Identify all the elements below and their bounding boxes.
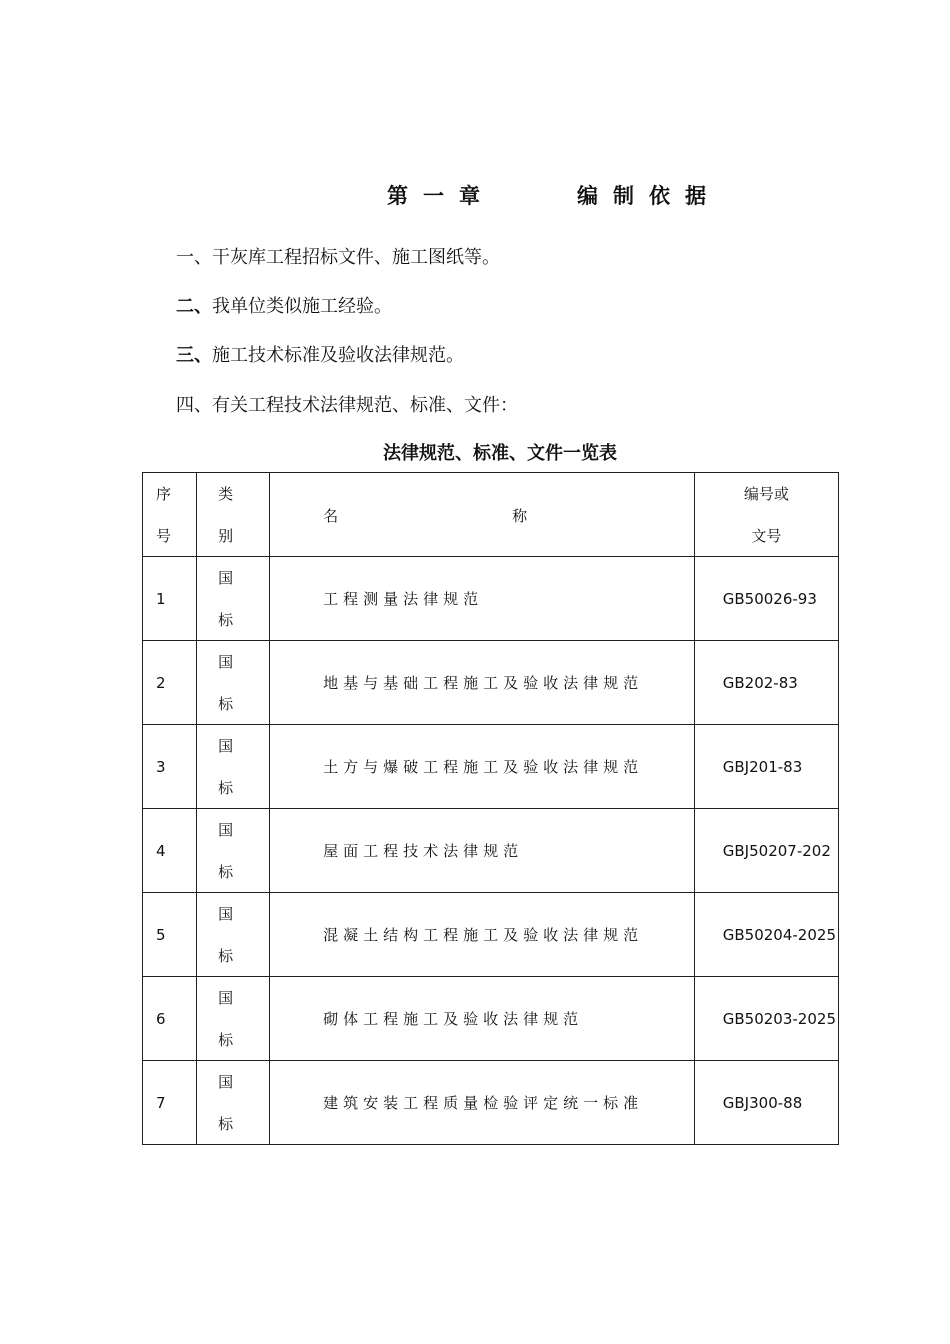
cell-code: GB50026-93 <box>694 557 838 641</box>
chapter-heading <box>0 180 950 212</box>
cell-code: GB50204-2025 <box>694 893 838 977</box>
cell-category <box>197 893 270 977</box>
header-name-part1: 名 <box>323 507 339 525</box>
header-name-part2: 称 <box>512 507 528 525</box>
table-header-row <box>143 473 839 557</box>
standards-table <box>142 472 839 1145</box>
cell-category <box>197 641 270 725</box>
cell-name: 地基与基础工程施工及验收法律规范 <box>270 641 695 725</box>
table-row <box>143 1061 839 1145</box>
table-row <box>143 893 839 977</box>
category-char: 标 <box>218 778 234 797</box>
category-char: 标 <box>218 1114 234 1133</box>
header-code <box>694 473 838 557</box>
category-stack <box>218 736 269 798</box>
header-name <box>270 473 695 557</box>
cell-category <box>197 725 270 809</box>
table-row <box>143 557 839 641</box>
paragraph-marker: 四、 <box>176 395 212 416</box>
cell-seq: 2 <box>143 641 197 725</box>
category-stack <box>218 988 269 1050</box>
table-title: 法律规范、标准、文件一览表 <box>383 443 617 464</box>
category-stack <box>218 652 269 714</box>
table-row <box>143 641 839 725</box>
cell-seq: 7 <box>143 1061 197 1145</box>
category-char: 国 <box>218 736 234 755</box>
cell-category <box>197 1061 270 1145</box>
paragraph-text: 有关工程技术法律规范、标准、文件： <box>212 395 518 416</box>
category-char: 国 <box>218 988 234 1007</box>
category-stack <box>218 820 269 882</box>
category-char: 标 <box>218 862 234 881</box>
table-row <box>143 725 839 809</box>
category-char: 国 <box>218 568 234 587</box>
chapter-number: 第一章 <box>387 184 495 208</box>
table-row <box>143 809 839 893</box>
cell-category <box>197 809 270 893</box>
category-char: 标 <box>218 1030 234 1049</box>
cell-name: 工程测量法律规范 <box>270 557 695 641</box>
cell-code: GB202-83 <box>694 641 838 725</box>
category-char: 国 <box>218 904 234 923</box>
category-char: 国 <box>218 1072 234 1091</box>
paragraph-text: 我单位类似施工经验。 <box>212 296 392 317</box>
cell-seq: 4 <box>143 809 197 893</box>
cell-name: 砌体工程施工及验收法律规范 <box>270 977 695 1061</box>
paragraph-marker: 一、 <box>176 247 212 268</box>
header-category-line1: 类 <box>218 484 234 503</box>
category-char: 国 <box>218 652 234 671</box>
header-seq <box>143 473 197 557</box>
header-seq-line2: 号 <box>156 526 172 545</box>
cell-name: 混凝土结构工程施工及验收法律规范 <box>270 893 695 977</box>
table-row <box>143 977 839 1061</box>
header-seq-line1: 序 <box>156 484 172 503</box>
cell-name: 屋面工程技术法律规范 <box>270 809 695 893</box>
cell-code: GBJ50207-202 <box>694 809 838 893</box>
category-char: 标 <box>218 694 234 713</box>
category-char: 标 <box>218 610 234 629</box>
header-code-line2: 文号 <box>751 526 782 545</box>
cell-code: GBJ201-83 <box>694 725 838 809</box>
cell-seq: 1 <box>143 557 197 641</box>
category-char: 国 <box>218 820 234 839</box>
cell-seq: 3 <box>143 725 197 809</box>
category-stack <box>218 904 269 966</box>
cell-seq: 6 <box>143 977 197 1061</box>
paragraph-marker: 二、 <box>176 296 212 317</box>
header-category <box>197 473 270 557</box>
chapter-title: 编制依据 <box>577 184 721 208</box>
cell-seq: 5 <box>143 893 197 977</box>
cell-code: GBJ300-88 <box>694 1061 838 1145</box>
paragraph-1 <box>176 245 500 271</box>
paragraph-3 <box>176 343 464 369</box>
header-code-line1: 编号或 <box>743 484 789 503</box>
cell-code: GB50203-2025 <box>694 977 838 1061</box>
header-category-line2: 别 <box>218 526 234 545</box>
paragraph-2 <box>176 294 392 320</box>
category-char: 标 <box>218 946 234 965</box>
paragraph-4 <box>176 393 518 419</box>
category-stack <box>218 568 269 630</box>
paragraph-marker: 三、 <box>176 345 212 366</box>
cell-name: 建筑安装工程质量检验评定统一标准 <box>270 1061 695 1145</box>
category-stack <box>218 1072 269 1134</box>
paragraph-text: 施工技术标准及验收法律规范。 <box>212 345 464 366</box>
paragraph-text: 干灰库工程招标文件、施工图纸等。 <box>212 247 500 268</box>
cell-category <box>197 977 270 1061</box>
cell-category <box>197 557 270 641</box>
cell-name: 土方与爆破工程施工及验收法律规范 <box>270 725 695 809</box>
